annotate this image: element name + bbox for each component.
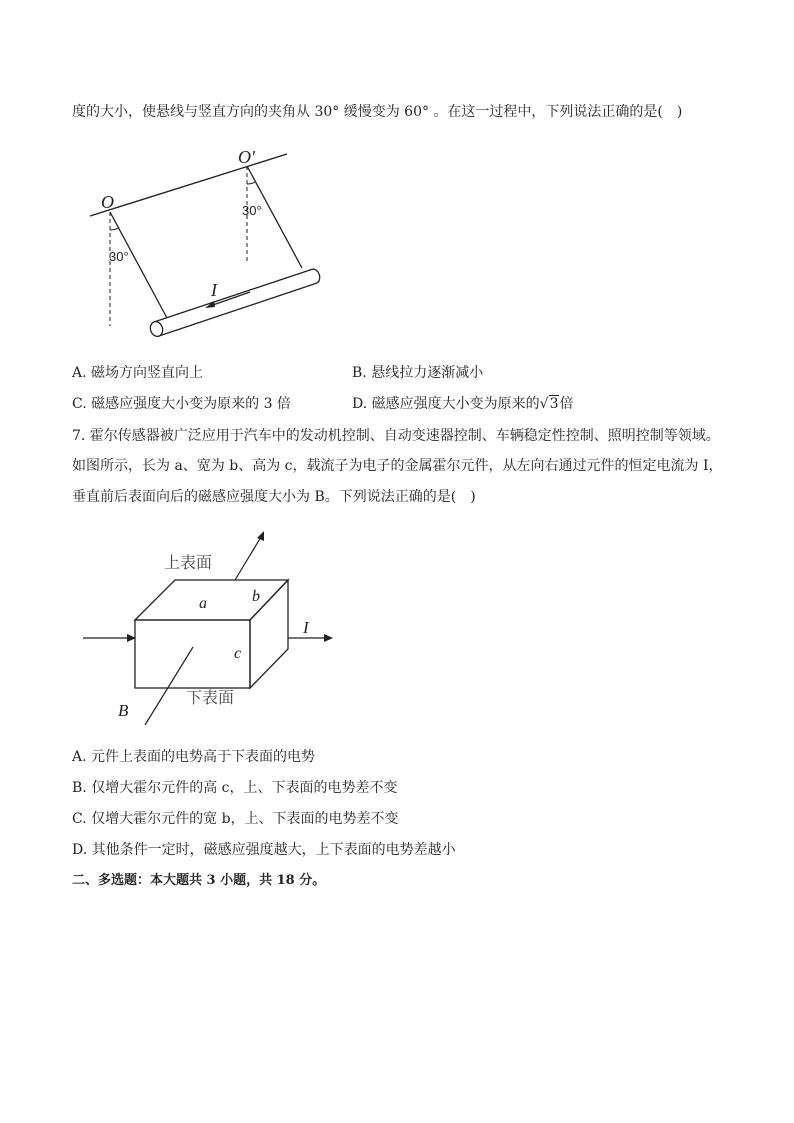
label-i: I [303,618,309,637]
q7-option-b[interactable]: B. 仅增大霍尔元件的高 c，上、下表面的电势差不变 [72,780,398,796]
q7-stem-line-3: 垂直前后表面向后的磁感应强度大小为 B。下列说法正确的是( ) [72,489,476,505]
angle-arc-right [247,182,256,184]
current-out-arrow [288,634,333,642]
box-top-face [135,580,288,620]
q6-option-a[interactable]: A. 磁场方向竖直向上 [72,365,204,381]
label-o: O [101,192,114,212]
label-b: b [252,588,260,605]
label-current: I [211,280,217,300]
label-bottom-surface: 下表面 [186,688,235,707]
thread-left [110,212,167,318]
q7-option-a[interactable]: A. 元件上表面的电势高于下表面的电势 [72,749,316,765]
q7-option-c[interactable]: C. 仅增大霍尔元件的宽 b，上、下表面的电势差不变 [72,811,399,827]
q7-stem-line-2: 如图所示，长为 a、宽为 b、高为 c，载流子为电子的金属霍尔元件，从左向右通过元件的恒定电流为 I， [72,458,723,474]
q6-option-b[interactable]: B. 悬线拉力逐渐减小 [352,365,484,381]
sqrt-radicand: 3 [549,396,559,412]
label-angle-right: 30° [242,203,262,218]
q7-option-d[interactable]: D. 其他条件一定时，磁感应强度越大，上下表面的电势差越小 [72,842,456,858]
label-a: a [199,595,207,612]
q6-option-d-suffix: 倍 [559,396,574,412]
q6-option-d[interactable] [352,394,573,414]
angle-arc-left [110,228,119,230]
label-c: c [234,645,242,662]
label-o-prime: O′ [238,147,255,167]
label-b-field: B [118,701,129,720]
q7-stem-line-1: 7. 霍尔传感器被广泛应用于汽车中的发动机控制、自动变速器控制、车辆稳定性控制、照明控制等领域。 [72,428,720,444]
q6-option-c[interactable]: C. 磁感应强度大小变为原来的 3 倍 [72,396,291,412]
label-angle-left: 30° [109,249,129,264]
box-front-face [135,620,250,688]
sqrt-symbol: √3 [539,396,559,412]
section-heading-multiple-choice: 二、多选题：本大题共 3 小题，共 18 分。 [72,873,326,888]
current-in-arrow [83,634,136,642]
conductor-rod [148,269,319,338]
q6-option-d-prefix: D. 磁感应强度大小变为原来的 [352,396,540,412]
q7-hall-element-figure [75,525,345,735]
q6-intro-text: 度的大小，使悬线与竖直方向的夹角从 30° 缓慢变为 60° 。在这一过程中，下列说法正确的是( ) [72,104,683,120]
q6-rod-figure [80,140,330,345]
label-top-surface: 上表面 [164,553,213,572]
